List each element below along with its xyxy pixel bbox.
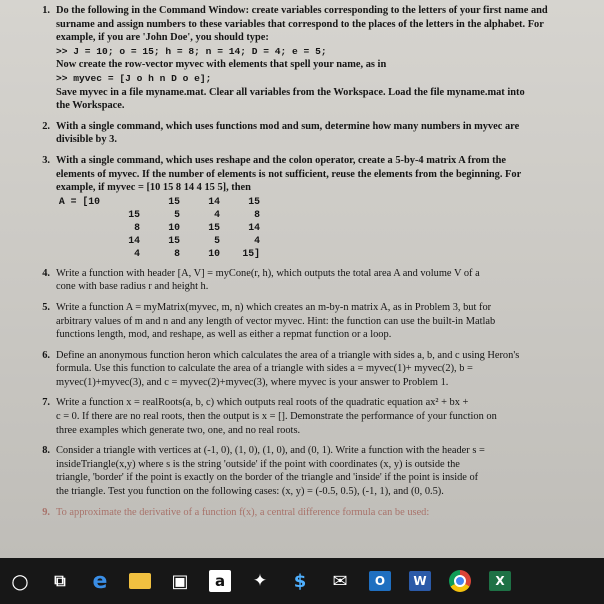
matrix-cell: 15 [168, 234, 180, 246]
matrix-cell: 5 [174, 208, 180, 220]
problem-7 [30, 396, 596, 437]
matrix-cell: 10 [208, 247, 220, 259]
problem-text-line: Define an anonymous function heron which calculates the area of a triangle with sides a, b, and c using Heron's [56, 349, 520, 361]
problem-number: 6. [42, 349, 50, 361]
example-matrix [58, 195, 596, 260]
problem-5 [30, 301, 596, 342]
edge-browser-icon[interactable]: e [92, 568, 108, 594]
matrix-label: A = [10 [58, 195, 100, 207]
file-explorer-icon[interactable] [120, 558, 160, 604]
matrix-cell [108, 195, 148, 208]
problem-text-line: the Workspace. [56, 100, 125, 112]
matrix-cell: 8 [254, 208, 260, 220]
problem-text-line: Consider a triangle with vertices at (-1, 0), (1, 0), (1, 0), and (0, 1). Write a function with the header s = [56, 445, 485, 457]
code-line: >> myvec = [J o h n D o e]; [56, 72, 212, 84]
problem-text-line: example, if myvec = [10 15 8 14 4 15 5], then [56, 182, 251, 194]
matrix-cell: 14 [128, 234, 140, 246]
problem-text-line: surname and assign numbers to these variables that correspond to the places of the letters in the alphabet. For [56, 18, 544, 30]
problem-text-line: Write a function A = myMatrix(myvec, m, n) which creates an m-by-n matrix A, as in Problem 3, but for [56, 301, 492, 313]
problem-text-line: Now create the row-vector myvec with elements that spell your name, as in [56, 59, 387, 71]
matrix-cell: 8 [134, 221, 140, 233]
matrix-cell: 15 [248, 195, 260, 207]
matrix-cell: 15 [128, 208, 140, 220]
windows-taskbar [0, 558, 604, 604]
problem-6 [30, 349, 596, 390]
matrix-cell: 15] [242, 247, 260, 259]
problem-text-line: Write a function x = realRoots(a, b, c) which outputs real roots of the quadratic equation ax² + bx + [56, 397, 469, 409]
problem-text-line: To approximate the derivative of a function f(x), a central difference formula can be used: [56, 506, 430, 518]
code-line: >> J = 10; o = 15; h = 8; n = 14; D = 4; e = 5; [56, 45, 327, 57]
matrix-cell: 4 [254, 234, 260, 246]
problem-number: 5. [42, 301, 50, 313]
problem-list [30, 4, 596, 526]
problem-text-line: three examples which generate two, one, and no real roots. [56, 424, 301, 436]
amazon-icon[interactable]: a [200, 558, 240, 604]
problem-3 [30, 154, 596, 260]
problem-number: 7. [42, 397, 50, 409]
problem-text-line: With a single command, which uses reshape and the colon operator, create a 5-by-4 matrix A from the [56, 154, 506, 166]
problem-number: 4. [42, 267, 50, 279]
problem-number: 1. [42, 5, 50, 16]
problem-text-line: divisible by 3. [56, 134, 117, 146]
problem-number: 8. [42, 445, 50, 457]
problem-text-line: formula. Use this function to calculate the area of a triangle with sides a = myvec(1)+ myvec(2), b = [56, 363, 473, 375]
problem-text-line: functions length, mod, and reshape, as well as either a repmat function or a loop. [56, 329, 392, 341]
problem-1 [30, 4, 596, 113]
problem-text-line: triangle, 'border' if the point is exactly on the border of the triangle and 'inside' if the point is inside of [56, 472, 479, 484]
problem-text-line: cone with base radius r and height h. [56, 281, 209, 293]
problem-number: 9. [42, 506, 50, 518]
problem-text-line: With a single command, which uses functions mod and sum, determine how many numbers in myvec are [56, 120, 520, 132]
problem-text-line: arbitrary values of m and n and any length of vector myvec. Hint: the function can use the built-in Matlab [56, 315, 496, 327]
task-view-icon[interactable]: ⧉ [54, 571, 66, 590]
matrix-cell: 15 [208, 221, 220, 233]
cortana-circle-icon[interactable]: ○ [11, 569, 29, 593]
dropbox-icon[interactable]: ✦ [252, 571, 268, 591]
problem-text-line: Do the following in the Command Window: create variables corresponding to the letters of your first name and [56, 5, 548, 16]
matrix-cell: 10 [168, 221, 180, 233]
matrix-cell: 5 [214, 234, 220, 246]
matrix-cell: 14 [208, 195, 220, 207]
problem-8 [30, 444, 596, 498]
matrix-cell: 4 [134, 247, 140, 259]
problem-text-line: c = 0. If there are no real roots, then the output is x = []. Demonstrate the performance of your function on [56, 411, 497, 423]
matrix-cell: 4 [214, 208, 220, 220]
problem-9 [30, 506, 596, 520]
matrix-cell: 15 [168, 195, 180, 207]
pin-app-icon[interactable]: $ [293, 570, 307, 592]
store-bag-icon[interactable]: ▣ [171, 570, 189, 592]
problem-text-line: elements of myvec. If the number of elements is not sufficient, reuse the elements from the beginning. For [56, 168, 522, 180]
problem-number: 3. [42, 154, 50, 166]
problem-text-line: insideTriangle(x,y) where s is the string 'outside' if the point with coordinates (x, y) is outside the [56, 458, 460, 470]
mail-envelope-icon[interactable]: ✉ [332, 570, 348, 592]
problem-4 [30, 267, 596, 294]
excel-icon[interactable]: X [480, 558, 520, 604]
chrome-icon[interactable] [440, 558, 480, 604]
problem-number: 2. [42, 120, 50, 132]
outlook-icon[interactable]: O [360, 558, 400, 604]
word-icon[interactable]: W [400, 558, 440, 604]
matrix-cell: 14 [248, 221, 260, 233]
problem-text-line: Write a function with header [A, V] = myCone(r, h), which outputs the total area A and volume V of a [56, 267, 480, 279]
matrix-cell: 8 [174, 247, 180, 259]
problem-text-line: the triangle. Test you function on the following cases: (x, y) = (-0.5, 0.5), (-1, 1), and (0, 0.5). [56, 486, 444, 498]
problem-2 [30, 120, 596, 147]
problem-text-line: Save myvec in a file myname.mat. Clear all variables from the Workspace. Load the file myname.mat into [56, 86, 525, 98]
problem-text-line: myvec(1)+myvec(3), and c = myvec(2)+myvec(3), where myvec is your answer to Problem 1. [56, 376, 449, 388]
problem-text-line: example, if you are 'John Doe', you should type: [56, 32, 269, 44]
